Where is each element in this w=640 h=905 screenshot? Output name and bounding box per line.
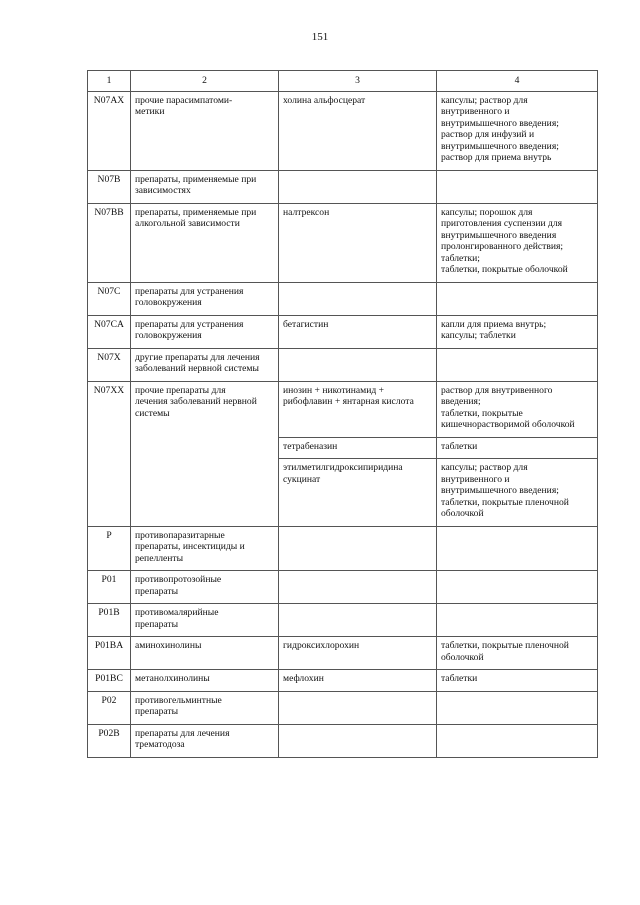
- page-number: 151: [311, 31, 329, 43]
- group-name-cell: противопаразитарные препараты, инсектициды и репелленты: [131, 526, 279, 571]
- table-row: [88, 315, 598, 348]
- drug-name-cell: тетрабеназин: [279, 437, 437, 459]
- atc-code-cell: N07CA: [88, 315, 131, 348]
- dosage-form-cell: [437, 691, 598, 724]
- drug-name-cell: бетагистин: [279, 315, 437, 348]
- dosage-form-cell: таблетки: [437, 437, 598, 459]
- group-name-cell: противогельминтные препараты: [131, 691, 279, 724]
- dosage-form-cell: капсулы; раствор для внутривенного и внутримышечного введения; раствор для инфузий и внутримышечного введения; раствор для приема внутрь: [437, 91, 598, 170]
- table-header-row: [88, 71, 598, 92]
- table-body: [88, 91, 598, 757]
- drug-name-cell: [279, 170, 437, 203]
- table-row: [88, 91, 598, 170]
- drug-table: [87, 70, 598, 758]
- group-name-cell: прочие препараты для лечения заболеваний нервной системы: [131, 381, 279, 526]
- drug-name-cell: [279, 724, 437, 757]
- table-row: [88, 571, 598, 604]
- column-header-2: 2: [131, 71, 279, 92]
- atc-code-cell: N07XX: [88, 381, 131, 526]
- atc-code-cell: P01B: [88, 604, 131, 637]
- drug-name-cell: [279, 348, 437, 381]
- drug-name-cell: инозин + никотинамид + рибофлавин + янтарная кислота: [279, 381, 437, 437]
- dosage-form-cell: раствор для внутривенного введения; таблетки, покрытые кишечнорастворимой оболочкой: [437, 381, 598, 437]
- column-header-4: 4: [437, 71, 598, 92]
- drug-name-cell: [279, 604, 437, 637]
- table-row: [88, 381, 598, 437]
- group-name-cell: другие препараты для лечения заболеваний нервной системы: [131, 348, 279, 381]
- drug-name-cell: [279, 526, 437, 571]
- dosage-form-cell: таблетки, покрытые пленочной оболочкой: [437, 637, 598, 670]
- dosage-form-cell: таблетки: [437, 670, 598, 692]
- atc-code-cell: P01BA: [88, 637, 131, 670]
- dosage-form-cell: [437, 282, 598, 315]
- atc-code-cell: N07BB: [88, 203, 131, 282]
- dosage-form-cell: капсулы; раствор для внутривенного и внутримышечного введения; таблетки, покрытые пленочной оболочкой: [437, 459, 598, 527]
- group-name-cell: метанолхинолины: [131, 670, 279, 692]
- group-name-cell: препараты, применяемые при зависимостях: [131, 170, 279, 203]
- dosage-form-cell: капли для приема внутрь; капсулы; таблетки: [437, 315, 598, 348]
- group-name-cell: противопротозойные препараты: [131, 571, 279, 604]
- drug-name-cell: налтрексон: [279, 203, 437, 282]
- table-row: [88, 637, 598, 670]
- group-name-cell: прочие парасимпатоми- метики: [131, 91, 279, 170]
- atc-code-cell: N07B: [88, 170, 131, 203]
- table-row: [88, 724, 598, 757]
- dosage-form-cell: капсулы; порошок для приготовления суспензии для внутримышечного введения пролонгированного действия; таблетки; таблетки, покрытые оболочкой: [437, 203, 598, 282]
- dosage-form-cell: [437, 604, 598, 637]
- drug-name-cell: [279, 282, 437, 315]
- atc-code-cell: N07C: [88, 282, 131, 315]
- drug-name-cell: мефлохин: [279, 670, 437, 692]
- group-name-cell: противомалярийные препараты: [131, 604, 279, 637]
- dosage-form-cell: [437, 170, 598, 203]
- drug-name-cell: этилметилгидроксипиридина сукцинат: [279, 459, 437, 527]
- table-row: [88, 670, 598, 692]
- drug-name-cell: холина альфосцерат: [279, 91, 437, 170]
- drug-name-cell: [279, 691, 437, 724]
- group-name-cell: препараты для устранения головокружения: [131, 282, 279, 315]
- atc-code-cell: P: [88, 526, 131, 571]
- group-name-cell: аминохинолины: [131, 637, 279, 670]
- dosage-form-cell: [437, 526, 598, 571]
- group-name-cell: препараты для устранения головокружения: [131, 315, 279, 348]
- atc-code-cell: N07AX: [88, 91, 131, 170]
- table-row: [88, 282, 598, 315]
- group-name-cell: препараты для лечения трематодоза: [131, 724, 279, 757]
- atc-code-cell: P01: [88, 571, 131, 604]
- column-header-3: 3: [279, 71, 437, 92]
- drug-name-cell: гидроксихлорохин: [279, 637, 437, 670]
- drug-name-cell: [279, 571, 437, 604]
- table-row: [88, 348, 598, 381]
- atc-code-cell: P02: [88, 691, 131, 724]
- table-row: [88, 203, 598, 282]
- column-header-1: 1: [88, 71, 131, 92]
- group-name-cell: препараты, применяемые при алкогольной зависимости: [131, 203, 279, 282]
- dosage-form-cell: [437, 348, 598, 381]
- atc-code-cell: P01BC: [88, 670, 131, 692]
- atc-code-cell: N07X: [88, 348, 131, 381]
- table-row: [88, 604, 598, 637]
- atc-code-cell: P02B: [88, 724, 131, 757]
- dosage-form-cell: [437, 724, 598, 757]
- table-row: [88, 526, 598, 571]
- table-row: [88, 170, 598, 203]
- table-row: [88, 691, 598, 724]
- dosage-form-cell: [437, 571, 598, 604]
